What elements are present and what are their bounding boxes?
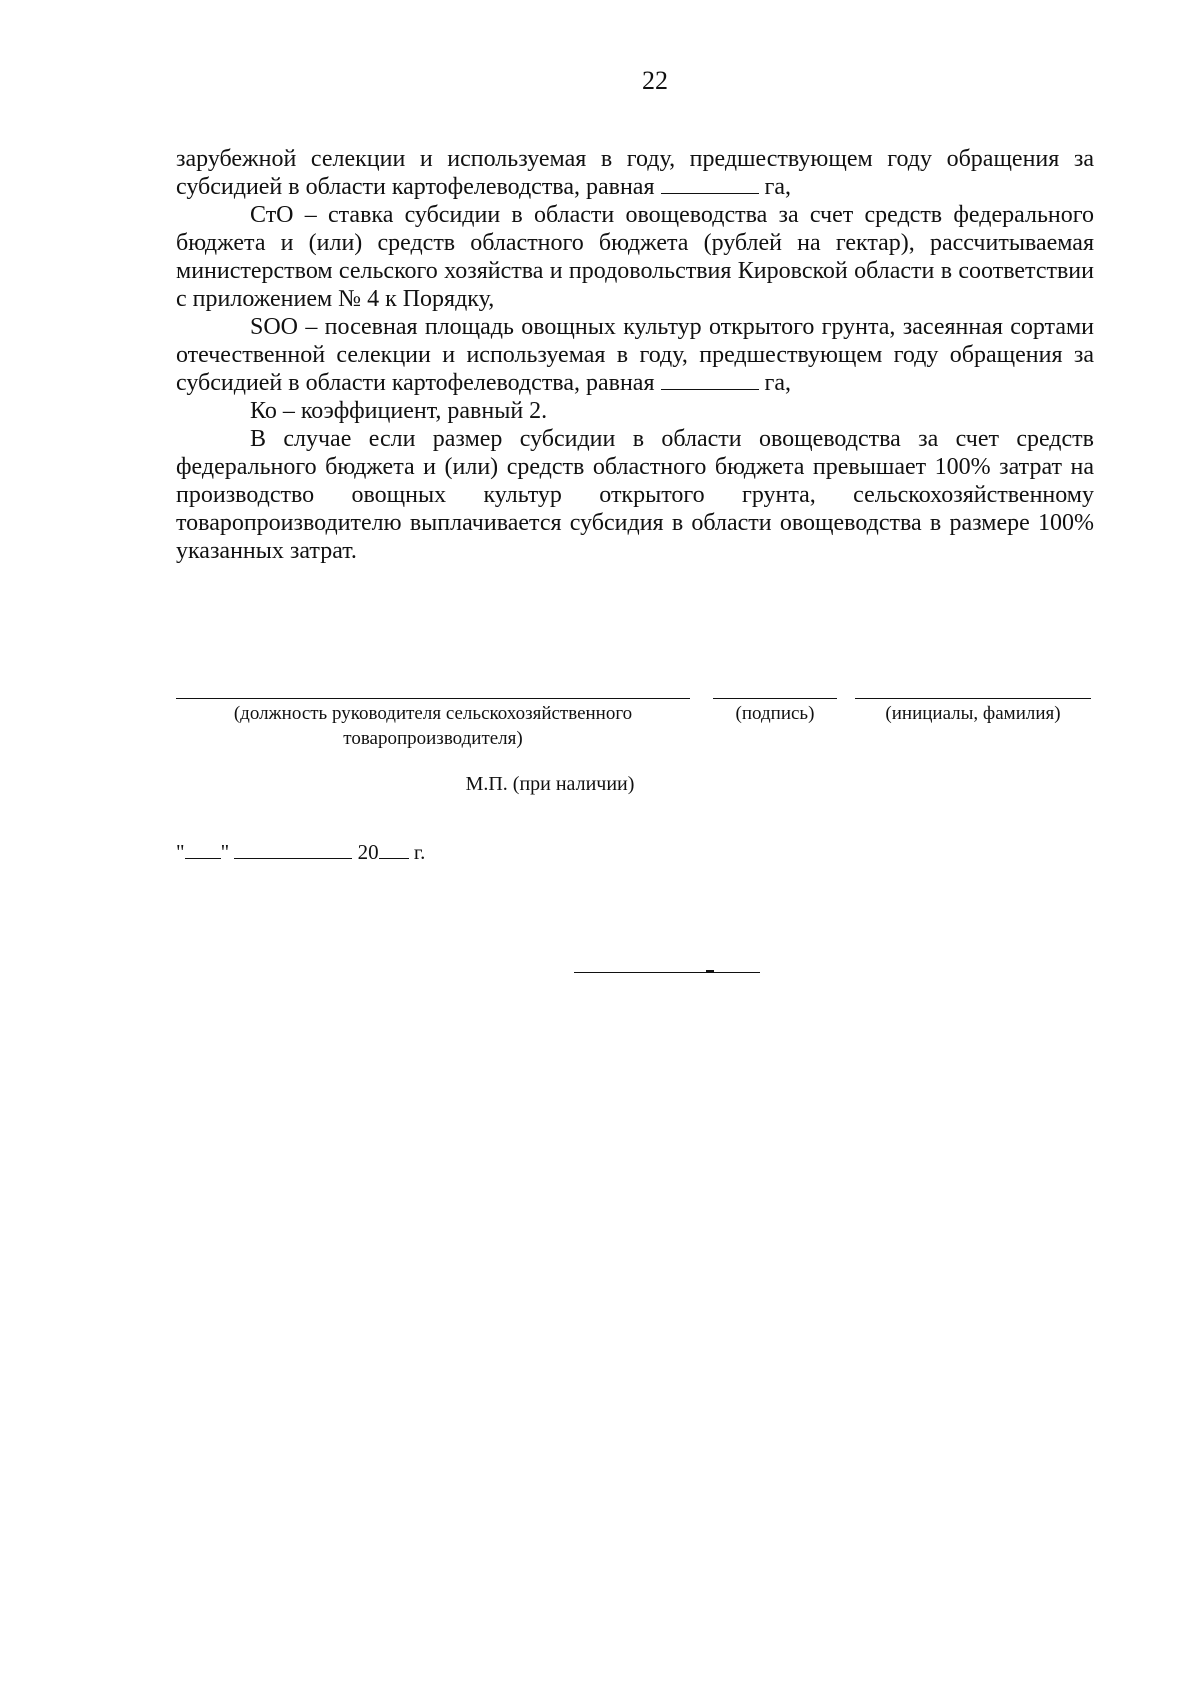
paragraph-subsidy-limit: В случае если размер субсидии в области овощеводства за счет средств федерального бюджета и (или) средств областного бюджета превышает 100% затрат на производство овощных культур открытого грунта, сельскохозяйственному товаропроизводителю выплачивается субсидия в области овощеводства в размере 100% указанных затрат. [176, 426, 1094, 564]
position-caption-line2: товаропроизводителя) [343, 728, 523, 749]
paragraph-foreign-selection [176, 145, 1094, 201]
year-prefix: 20 [357, 840, 379, 864]
signature-line [713, 698, 837, 699]
date-open-quote: " [176, 840, 185, 864]
document-body [176, 145, 1094, 565]
paragraph-text: SOO – посевная площадь овощных культур открытого грунта, засеянная сортами отечественной селекции и используемая в году, предшествующем году обращения за субсидией в области картофелеводства, равная [176, 314, 1094, 396]
rule-tick [706, 970, 714, 972]
unit-ha: га, [764, 370, 791, 396]
month-blank [234, 842, 352, 859]
position-caption [176, 701, 690, 751]
end-of-document-rule [574, 972, 760, 973]
position-caption-line1: (должность руководителя сельскохозяйственного [233, 703, 633, 724]
fill-in-blank [661, 175, 759, 194]
day-blank [185, 842, 221, 859]
page-number: 22 [642, 66, 668, 95]
position-signature-line [176, 698, 690, 699]
paragraph-ko-definition: Ко – коэффициент, равный 2. [250, 398, 548, 424]
signature-caption: (подпись) [735, 703, 815, 724]
year-suffix: г. [413, 840, 426, 864]
paragraph-soo-definition [176, 313, 1094, 397]
paragraph-sto-definition: СтО – ставка субсидии в области овощеводства за счет средств федерального бюджета и (или) средств областного бюджета (рублей на гектар), рассчитываемая министерством сельского хозяйства и продовольствия Кировской области в соответствии с приложением № 4 к Порядку, [176, 202, 1094, 312]
name-caption: (инициалы, фамилия) [885, 703, 1061, 724]
stamp-label: М.П. (при наличии) [465, 773, 635, 795]
unit-ha: га, [764, 174, 791, 200]
date-close-quote: " [220, 840, 230, 864]
year-blank [379, 842, 409, 859]
date-line [176, 840, 425, 865]
name-signature-line [855, 698, 1091, 699]
paragraph-text: зарубежной селекции и используемая в году, предшествующем году обращения за субсидией в области картофелеводства, равная [176, 146, 1094, 200]
fill-in-blank [661, 371, 759, 390]
